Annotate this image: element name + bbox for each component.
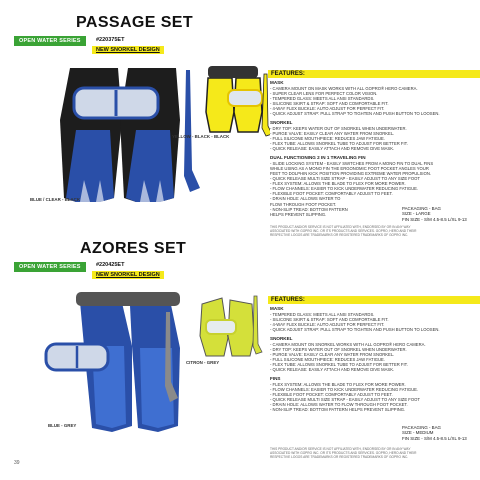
feature-item: - NON-SLIP TREAD: BOTTOM PATTERN <box>270 206 348 212</box>
feature-item: - 4-WAY FLEX BUCKLE: AUTO ADJUST FOR PERFECT FIT. <box>270 321 385 327</box>
feature-item: - CAMERA MOUNT ON SNORKEL WORKS WITH ALL GOPRO® HERO CAMERA. <box>270 341 426 347</box>
passage-title: PASSAGE SET <box>76 14 194 31</box>
feature-item: - FLEX SYSTEM: ALLOWS THE BLADE TO FLEX FOR MORE POWER. <box>270 181 406 187</box>
feature-item: - FLEX SYSTEM: ALLOWS THE BLADE TO FLEX FOR MORE POWER. <box>270 381 406 387</box>
passage-disclaimer: THIS PRODUCT AND/OR SERVICE IS NOT AFFILIATED WITH, ENDORSED BY OR IN ANY WAY ASSOCIATED WITH GOPRO INC. OR ITS PRODUCTS AND SERVICES. GOPRO, HERO AND THEIR RESPECTIVE LOGOS ARE TRADEMARKS OR REGISTERED TRADEMARKS OF GOPRO INC. <box>270 225 417 237</box>
feature-item: - SILICONE SKIRT & STRAP: SOFT AND COMFORTABLE FIT. <box>270 316 389 322</box>
page-number: 39 <box>14 460 20 466</box>
passage-section-mask <box>270 80 480 116</box>
azores-features <box>270 306 480 412</box>
feature-item: - FLEXIBLE FOOT POCKET: COMFORTABLY ADJUST TO FEET. <box>270 391 393 397</box>
feature-item: - FLOW CHANNELS: EASIER TO KICK UNDERWATER REDUCING FATIGUE. <box>270 186 419 192</box>
feature-item: - DRAIN HOLE: ALLOWS WATER TO <box>270 196 341 202</box>
feature-item: - FLEXIBLE FOOT POCKET: COMFORTABLY ADJUST TO FEET. <box>270 191 393 197</box>
passage-mask <box>74 88 158 118</box>
azores-features-heading: FEATURES: <box>268 296 480 304</box>
feature-item: - QUICK RELEASE MULTI SIZE STRAP - EASILY ADJUST TO ANY SIZE FOOT <box>270 176 420 182</box>
feature-item: HELPS PREVENT SLIPPING. <box>270 211 327 217</box>
feature-item: FEET TO DOLPHIN KICK POSITION PROVIDING EXTREME WATER PROPULSION. <box>270 171 432 176</box>
section-heading: SNORKEL <box>270 120 293 126</box>
feature-item: - QUICK RELEASE: EASILY ATTACH AND REMOVE DIVE MASK. <box>270 146 395 152</box>
feature-item: - TEMPERED GLASS: MEETS ALL ANSI STANDARDS. <box>270 95 375 101</box>
azores-section-snorkel <box>270 336 480 372</box>
feature-item: - CAMERA MOUNT ON MASK WORKS WITH ALL GOPRO® HERO CAMERA. <box>270 85 418 91</box>
feature-item: - PURGE VALVE: EASILY CLEAR ANY WATER FROM SNORKEL. <box>270 351 395 357</box>
section-heading: SNORKEL <box>270 335 293 341</box>
packaging-line: PACKAGING - BAG <box>402 425 441 430</box>
feature-item: - SILICONE SKIRT & STRAP: SOFT AND COMFORTABLE FIT. <box>270 100 389 106</box>
passage-caption-left: BLUE / CLEAR - BLACK <box>30 197 81 202</box>
azores-packaging <box>402 425 467 441</box>
feature-item: - QUICK RELEASE: EASILY ATTACH AND REMOVE DIVE MASK. <box>270 367 395 373</box>
azores-caption-right: CITRON - GREY <box>186 360 220 365</box>
passage-snorkel-blue <box>184 70 200 192</box>
azores-series-tag: OPEN WATER SERIES <box>14 262 86 272</box>
feature-item: - FLEX TUBE: ALLOWS SNORKEL TUBE TO ADJUST FOR BETTER FIT. <box>270 361 408 367</box>
section-heading: DUAL FUNCTIONING 2 IN 1 TRAVELING FIN <box>270 155 366 161</box>
feature-item: - QUICK ADJUST STRAP: PULL STRAP TO TIGHTEN AND PUSH BUTTON TO LOOSEN. <box>270 326 440 332</box>
feature-item: - FLOW CHANNELS: EASIER TO KICK UNDERWATER REDUCING FATIGUE. <box>270 386 419 392</box>
feature-item: - DRY TOP: KEEPS WATER OUT OF SNORKEL WHEN UNDERWATER. <box>270 125 407 131</box>
feature-item: WHILE USING AS A MONO FIN THE ERGONOMIC FOOT POCKET ANGLES YOUR <box>270 165 429 171</box>
feature-item: - 4-WAY FLEX BUCKLE: AUTO ADJUST FOR PERFECT FIT. <box>270 105 385 111</box>
feature-item: - NON-SLIP TREAD: BOTTOM PATTERN HELPS PREVENT SLIPPING. <box>270 407 406 413</box>
azores-mask-blue <box>46 344 108 370</box>
azores-title: AZORES SET <box>80 240 187 257</box>
feature-item: - QUICK ADJUST STRAP: PULL STRAP TO TIGHTEN AND PUSH BUTTON TO LOOSEN. <box>270 111 440 117</box>
passage-features <box>270 80 480 217</box>
feature-item: - FLEX TUBE: ALLOWS SNORKEL TUBE TO ADJUST FOR BETTER FIT. <box>270 141 408 147</box>
feature-item: FLOW THROUGH FOOT POCKET. <box>270 201 337 207</box>
feature-item: - QUICK RELEASE MULTI SIZE STRAP - EASILY ADJUST TO ANY SIZE FOOT <box>270 397 420 402</box>
passage-product-image <box>40 60 270 210</box>
azores-product-image <box>40 286 270 436</box>
azores-section-mask <box>270 306 480 332</box>
passage-features-heading: FEATURES: <box>268 70 480 78</box>
packaging-line: PACKAGING - BAG <box>402 206 441 211</box>
packaging-line: FIN SIZE - S/M 4.5-8.5 L/XL 9-13 <box>402 435 467 441</box>
section-heading: MASK <box>270 306 284 311</box>
passage-sku: #220375ET <box>96 37 125 43</box>
azores-new-snorkel-badge: NEW SNORKEL DESIGN <box>92 271 164 279</box>
feature-item: - DRY TOP: KEEPS WATER OUT OF SNORKEL WHEN UNDERWATER. <box>270 346 407 352</box>
passage-packaging <box>402 206 467 222</box>
feature-item: - FULL SILICONE MOUTHPIECE: REDUCES JAW FATIGUE. <box>270 135 386 141</box>
feature-item: - FULL SILICONE MOUTHPIECE: REDUCES JAW FATIGUE. <box>270 356 386 362</box>
feature-item: - DRAIN HOLE: ALLOWS WATER TO FLOW THROUGH FOOT POCKET. <box>270 402 408 408</box>
feature-item: - SLIDE LOCKING SYSTEM - EASILY SWITCHES FROM A MONO FIN TO DUAL FINS <box>270 160 434 166</box>
passage-new-snorkel-badge: NEW SNORKEL DESIGN <box>92 46 164 54</box>
packaging-line: SIZE - MEDIUM <box>402 430 434 436</box>
azores-citron-set <box>200 296 262 356</box>
section-heading: FINS <box>270 376 281 382</box>
azores-section-fins <box>270 376 480 412</box>
azores-caption-left: BLUE - GREY <box>48 423 77 428</box>
feature-item: - SUPER CLEAR LENS FOR PERFECT COLOR VISION. <box>270 90 378 96</box>
passage-caption-right: YELLOW - BLACK - BLACK <box>172 134 230 139</box>
passage-yellow-set <box>206 66 270 136</box>
packaging-line: FIN SIZE - S/M 4.5-8.5 L/XL 9-13 <box>402 216 467 222</box>
feature-item: - TEMPERED GLASS: MEETS ALL ANSI STANDARDS. <box>270 311 375 317</box>
feature-item: - PURGE VALVE: EASILY CLEAR ANY WATER FROM SNORKEL. <box>270 130 395 136</box>
passage-series-tag: OPEN WATER SERIES <box>14 36 86 46</box>
section-heading: MASK <box>270 80 284 85</box>
packaging-line: SIZE - LARGE <box>402 211 431 217</box>
passage-section-snorkel <box>270 120 480 151</box>
azores-disclaimer: THIS PRODUCT AND/OR SERVICE IS NOT AFFILIATED WITH, ENDORSED BY OR IN ANY WAY ASSOCIATED WITH GOPRO INC. OR ITS PRODUCTS AND SERVICES. GOPRO, HERO AND THEIR RESPECTIVE LOGOS ARE TRADEMARKS OR REGISTERED TRADEMARKS OF GOPRO INC. <box>270 447 417 459</box>
azores-sku: #220425ET <box>96 262 125 268</box>
